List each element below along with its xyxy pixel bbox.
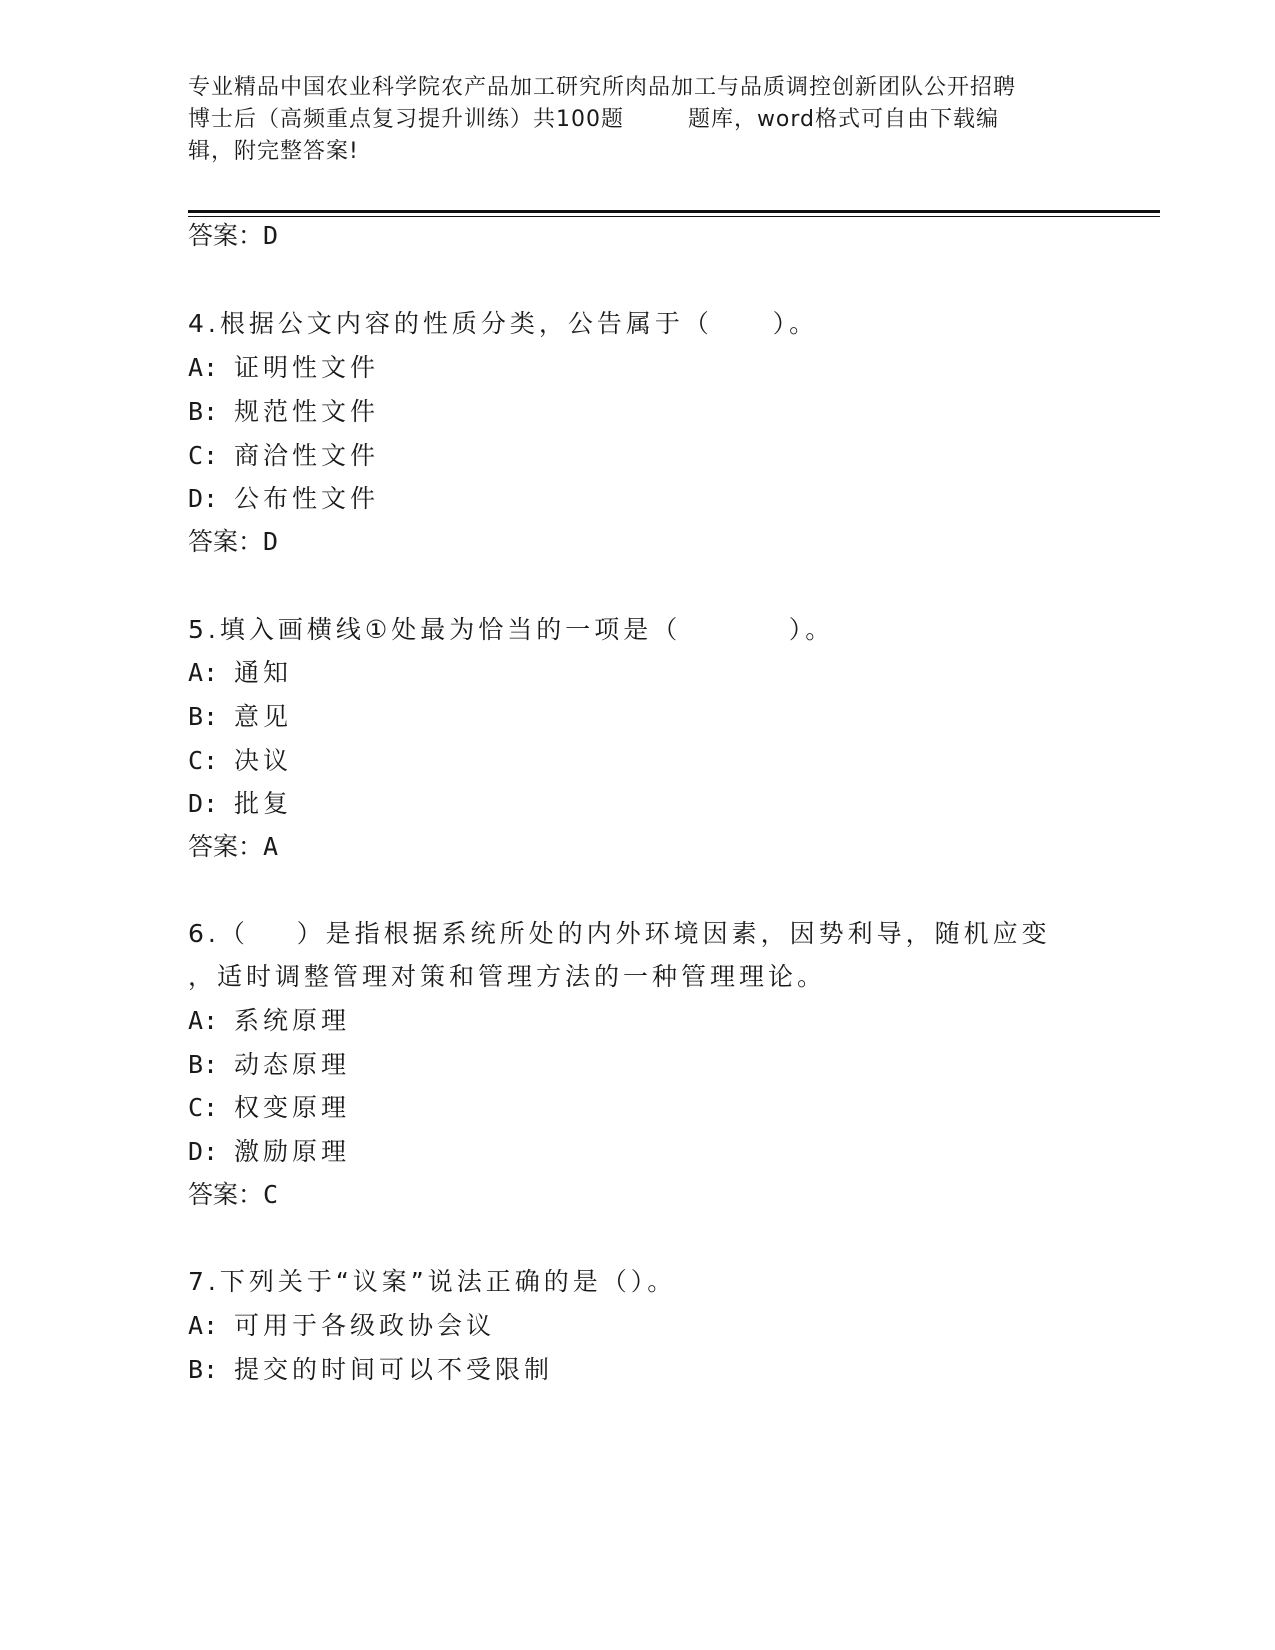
option-b: B: 动态原理 — [188, 1050, 351, 1079]
answer-line: 答案：A — [188, 832, 279, 861]
option-d: D: 批复 — [188, 789, 293, 818]
header-line-2: 博士后（高频重点复习提升训练）共100题 题库，word格式可自由下载编 — [188, 107, 1000, 132]
option-b: B: 意见 — [188, 702, 293, 731]
option-a: A: 系统原理 — [188, 1006, 351, 1035]
answer-line: 答案：D — [188, 527, 279, 556]
question-stem: 6.（ ）是指根据系统所处的内外环境因素，因势利导，随机应变 — [188, 919, 1051, 948]
option-c: C: 决议 — [188, 746, 293, 775]
header-line-1: 专业精品中国农业科学院农产品加工研究所肉品加工与品质调控创新团队公开招聘 — [188, 75, 1017, 100]
question-stem: 7.下列关于“议案”说法正确的是（）。 — [188, 1267, 677, 1296]
header-line-3: 辑，附完整答案! — [188, 139, 359, 164]
question-stem: 4.根据公文内容的性质分类，公告属于（ ）。 — [188, 309, 819, 338]
option-b: B: 提交的时间可以不受限制 — [188, 1355, 554, 1384]
option-c: C: 权变原理 — [188, 1093, 351, 1122]
option-b: B: 规范性文件 — [188, 397, 380, 426]
answer-line: 答案：C — [188, 1180, 279, 1209]
question-stem: 5.填入画横线①处最为恰当的一项是（ ）。 — [188, 615, 835, 644]
option-a: A: 通知 — [188, 658, 293, 687]
option-d: D: 激励原理 — [188, 1137, 351, 1166]
option-d: D: 公布性文件 — [188, 484, 380, 513]
header-divider — [188, 210, 1160, 217]
answer-line: 答案：D — [188, 221, 279, 250]
question-stem-continued: ，适时调整管理对策和管理方法的一种管理理论。 — [188, 962, 827, 991]
option-a: A: 可用于各级政协会议 — [188, 1311, 496, 1340]
document-header — [188, 72, 1088, 168]
option-a: A: 证明性文件 — [188, 353, 380, 382]
option-c: C: 商洽性文件 — [188, 441, 380, 470]
